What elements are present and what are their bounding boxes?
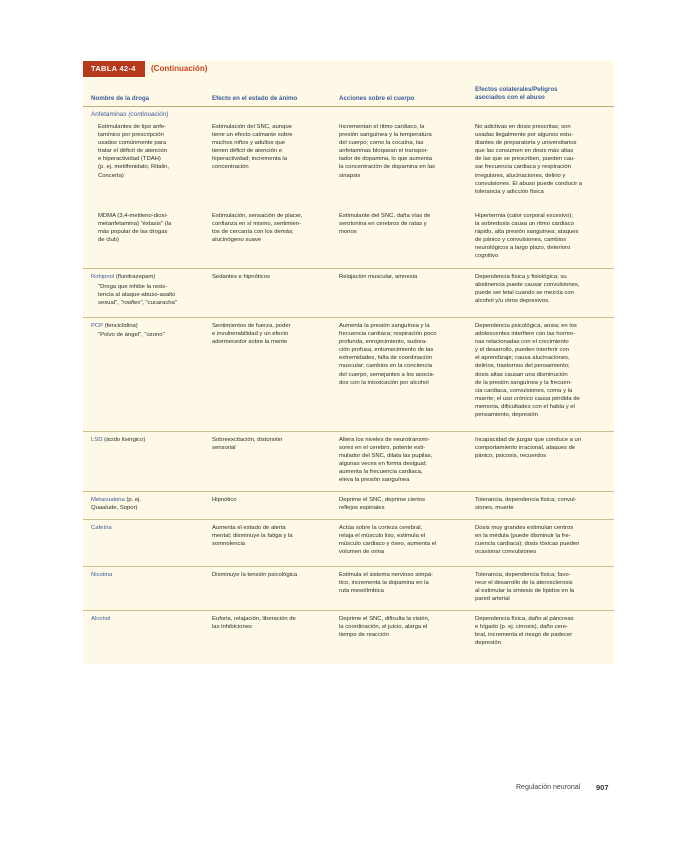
amph-sub2-drug: MDMA (3,4-metileno-dioxi- metanfetamina) "éxtasis" (la más popular de las drogas de club) (98, 213, 172, 244)
alcohol-mood: Euforia, relajación, liberación de las inhibiciones (212, 616, 296, 631)
nicotine-body: Estimula el sistema nervioso simpá- tico, incrementa la dopamina en la ruta mesolímbica (339, 572, 433, 595)
lsd-body: Altera los niveles de neurotransmi- sores en el cerebro, potente esti- mulador del SNC, dilata las pupilas, algunas veces en forma desigual; aumenta la frecuencia cardiaca, eleva la presión sanguínea (339, 437, 433, 484)
row-divider (83, 431, 614, 432)
drug-name-rohypnol (91, 273, 155, 281)
drug-name-lsd-label: LSD (91, 437, 103, 443)
row-divider (83, 566, 614, 567)
nicotine-side: Tolerancia, dependencia física; favo- rece el desarrollo de la aterosclerosis al estimular la síntesis de lípidos en la pared arterial (475, 572, 575, 603)
table-label: TABLA 42-4 (83, 61, 145, 77)
header-body-actions: Acciones sobre el cuerpo (339, 95, 415, 102)
header-side-effects-line2: asociados con el abuso (475, 94, 545, 101)
methaqualone-mood: Hipnótico (212, 497, 237, 503)
methaqualone-body: Deprime el SNC, deprime ciertos reflejos espinales (339, 497, 426, 512)
header-side-effects-line1: Efectos colaterales/Peligros (475, 86, 558, 93)
drug-name-rohypnol-label: Rohipnol (91, 274, 115, 280)
header-divider (83, 106, 614, 107)
drug-name-alcohol-label: Alcohol (91, 616, 111, 622)
row-divider (83, 317, 614, 318)
caffeine-body: Actúa sobre la corteza cerebral, relaja el músculo liso, estimula el músculo cardiaco y óseo, aumenta el volumen de orina (339, 525, 437, 556)
amph-sub1-drug: Estimulantes de tipo anfe- tamínico por prescripción usados comúnmente para tratar el déficit de atención e hiperactividad (TDAH) (p. ej. metilfenidato, Ritalin, Concerta) (98, 124, 170, 179)
row-divider (83, 268, 614, 269)
amph-sub2-side: Hipertermia (calor corporal excesivo); la sobredosis causa un ritmo cardiaco rápido, alta presión sanguínea; ataques de pánico y convulsiones, cambios neurológicos a largo plazo, deterioro cognitivo (475, 213, 579, 260)
drug-name-methaqualone-label: Metacualona (91, 497, 125, 503)
rohypnol-mood: Sedantes e hipnóticos (212, 274, 270, 280)
drug-name-caffeine (91, 524, 112, 532)
row-divider (83, 491, 614, 492)
drug-name-nicotine-label: Nicotina (91, 572, 113, 578)
rohypnol-note-b: , "cucaracha" (142, 300, 177, 307)
pcp-mood: Sentimientos de fuerza, poder e invulnerabilidad y un efecto adormecedor sobre la mente (212, 323, 291, 346)
nicotine-mood: Disminuye la tensión psicológica (212, 572, 298, 578)
pcp-side: Dependencia psicológica, ansia; en los adolescentes interfiere con las hormo- nas relacionadas con el crecimiento y el desarrollo, pueden interferir con el aprendizaje; causa alucinaciones, delirios, trastornos del pensamiento; dosis altas causan una disminución de la presión sanguínea y la frecuen- cia cardiaca, convulsiones, coma y la muerte; el uso crónico causa pérdida de memoria, dificultades con el habla y el pensamiento, depresión (475, 323, 580, 419)
caffeine-side: Dosis muy grandes estimulan centros en la médula (puede disminuir la fre- cuencia cardiaca); dosis tóxicas pueden ocasionar convulsiones (475, 525, 580, 556)
drug-name-alcohol (91, 615, 110, 623)
methaqualone-side: Tolerancia, dependencia física; convul- siones, muerte (475, 497, 577, 512)
drug-name-pcp-label: PCP (91, 323, 104, 329)
header-side-effects (475, 86, 558, 102)
drug-name-lsd (91, 436, 145, 444)
footer-section-title: Regulación neuronal (516, 784, 581, 791)
drug-name-pcp-suffix: (fenciclidina) (104, 323, 138, 329)
pcp-street-names: "Polvo de ángel", "ozono" (98, 332, 165, 338)
drug-name-amphetamines-suffix: (continuación) (128, 111, 169, 118)
amph-sub2-body: Estimulante del SNC, daña vías de serotonina en cerebros de ratas y monos (339, 213, 431, 236)
alcohol-body: Deprime el SNC, dificulta la visión, la coordinación, el juicio, alarga el tiempo de reacción (339, 616, 430, 639)
drug-name-nicotine (91, 571, 112, 579)
rohypnol-side: Dependencia física y fisiológica; su abstinencia puede causar convulsiones, puede ser letal cuando se mezcla con alcohol y/u otros depresivos. (475, 274, 580, 305)
rohypnol-street-names (98, 283, 177, 307)
amph-sub1-side: No adictivas en dosis prescritas; son usadas ilegalmente por algunos estu- diantes de preparatoria y universitarios que las consumen en dosis más altas de las que se prescriben, pueden cau- sar frecuencia cardiaca y respiración irregulares, alucinaciones, delirio y convulsiones. El abuso puede conducir a tolerancia y adicción física (475, 124, 583, 195)
drug-name-lsd-suffix: (ácido lisérgico) (104, 437, 146, 443)
rohypnol-note-a: "Droga que inhibe la resis- tencia al ataque-abuso-asalto sexual", (98, 284, 176, 307)
header-mood-effect: Efecto en el estado de ánimo (212, 95, 298, 102)
lsd-mood: Sobreexcitación, distorsión sensorial (212, 437, 283, 452)
row-divider (83, 610, 614, 611)
rohypnol-body: Relajación muscular, amnesia (339, 274, 418, 280)
drug-name-rohypnol-suffix: (flunitrazepam) (115, 274, 156, 280)
rohypnol-note-roofies: "roofies" (120, 300, 143, 307)
alcohol-side: Dependencia física, daño al páncreas e hígado (p. ej. cirrosis), daño cere- bral, incrementa el riesgo de padecer depresión (475, 616, 574, 647)
drug-name-amphetamines-label: Anfetaminas (91, 111, 127, 118)
row-divider (83, 519, 614, 520)
pcp-body: Aumenta la presión sanguínea y la frecuencia cardiaca; respiración poco profunda, enrojecimiento, sudora- ción profusa, entumecimiento de las extremidades, falta de coordinación muscular; cambios en la conciencia del cuerpo, semejantes a los asocia- dos con la intoxicación por alcohol (339, 323, 437, 386)
drug-name-methaqualone-suffix: (p. ej. Quaalude, Sopor) (91, 497, 142, 512)
caffeine-mood: Aumenta el estado de alerta mental; disminuye la fatiga y la somnolencia (212, 525, 293, 548)
drug-name-methaqualone (91, 496, 141, 512)
drug-name-amphetamines (91, 111, 168, 119)
header-drug-name: Nombre de la droga (91, 95, 150, 102)
amph-sub2-mood: Estimulación, sensación de placer, confianza en sí mismo, sentimien- tos de cercanía con los demás; alucinógeno suave (212, 213, 303, 244)
table-continuation: (Continuación) (151, 64, 208, 73)
lsd-side: Incapacidad de juzgar que conduce a un comportamiento irracional, ataques de pánico, psicosis, recuerdos (475, 437, 582, 460)
drug-name-pcp (91, 322, 138, 330)
footer-page-number: 907 (596, 783, 609, 792)
drug-name-caffeine-label: Cafeína (91, 525, 112, 531)
amph-sub1-mood: Estimulación del SNC, aunque tiene un efecto calmante sobre muchos niños y adultos que tienen déficit de atención e hiperactividad; incrementa la concentración (212, 124, 293, 171)
amph-sub1-body: Incrementan el ritmo cardiaco, la presión sanguínea y la temperatura del cuerpo; como la cocaína, las anfetaminas bloquean el transpor- tador de dopamina, lo que aumenta la concentración de dopamina en las sinapsis (339, 124, 435, 179)
